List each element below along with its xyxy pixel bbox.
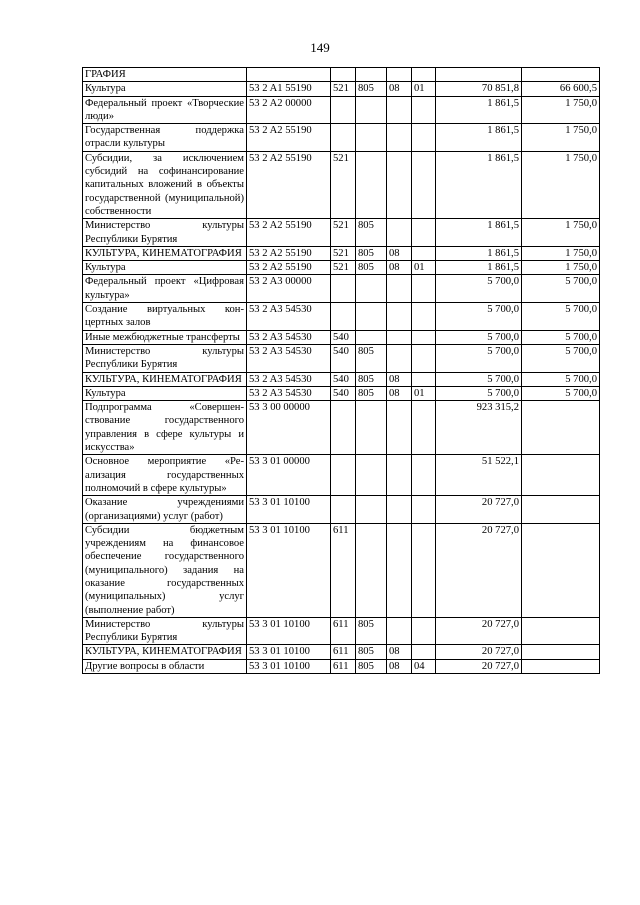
amount-1-cell: 20 727,0	[436, 523, 522, 617]
item-name-cell: Федеральный проект «Цифровая культура»	[83, 275, 247, 303]
amount-1-cell: 20 727,0	[436, 617, 522, 645]
item-name-cell: Создание виртуальных концертных залов	[83, 303, 247, 331]
target-code-cell: 53 2 A3 00000	[247, 275, 331, 303]
expense-type-cell	[331, 455, 356, 496]
amount-1-cell: 1 861,5	[436, 219, 522, 247]
expense-type-cell: 521	[331, 219, 356, 247]
expense-type-cell	[331, 275, 356, 303]
item-name-cell: Министерство культуры Республики Бурятия	[83, 219, 247, 247]
subsection-cell	[412, 496, 436, 524]
ministry-code-cell	[356, 124, 387, 152]
amount-1-cell: 1 861,5	[436, 96, 522, 124]
expense-type-cell	[331, 124, 356, 152]
ministry-code-cell	[356, 303, 387, 331]
amount-2-cell: 5 700,0	[522, 303, 600, 331]
subsection-cell	[412, 151, 436, 218]
amount-2-cell: 1 750,0	[522, 261, 600, 275]
table-row	[83, 372, 600, 386]
target-code-cell: 53 3 01 10100	[247, 523, 331, 617]
subsection-cell: 01	[412, 386, 436, 400]
subsection-cell	[412, 455, 436, 496]
target-code-cell: 53 3 01 10100	[247, 617, 331, 645]
item-name-cell: Иные межбюджетные трансферты	[83, 330, 247, 344]
ministry-code-cell	[356, 151, 387, 218]
item-name-cell: Министерство культуры Республики Бурятия	[83, 617, 247, 645]
table-row	[83, 275, 600, 303]
amount-2-cell	[522, 68, 600, 82]
amount-1-cell: 5 700,0	[436, 303, 522, 331]
table-row	[83, 455, 600, 496]
target-code-cell: 53 2 A1 55190	[247, 82, 331, 96]
table-row	[83, 68, 600, 82]
subsection-cell	[412, 303, 436, 331]
subsection-cell	[412, 617, 436, 645]
amount-2-cell	[522, 659, 600, 673]
target-code-cell: 53 2 A3 54530	[247, 372, 331, 386]
amount-1-cell: 923 315,2	[436, 401, 522, 455]
subsection-cell	[412, 344, 436, 372]
target-code-cell: 53 2 A2 00000	[247, 96, 331, 124]
ministry-code-cell: 805	[356, 261, 387, 275]
section-cell: 08	[387, 386, 412, 400]
page-number: 149	[310, 40, 330, 55]
item-name-cell: Федеральный проект «Творческие люди»	[83, 96, 247, 124]
amount-2-cell: 5 700,0	[522, 386, 600, 400]
subsection-cell	[412, 68, 436, 82]
expense-type-cell: 611	[331, 645, 356, 659]
target-code-cell	[247, 68, 331, 82]
target-code-cell: 53 2 A2 55190	[247, 261, 331, 275]
table-row	[83, 246, 600, 260]
section-cell	[387, 68, 412, 82]
expense-type-cell: 540	[331, 330, 356, 344]
expense-type-cell: 521	[331, 82, 356, 96]
ministry-code-cell: 805	[356, 246, 387, 260]
item-name-cell: КУЛЬТУРА, КИНЕМАТОГРАФИЯ	[83, 246, 247, 260]
item-name-cell: Субсидии, за исключением субсидий на софинансирование капитальных вложений в объекты государственной (муниципальной) собственности	[83, 151, 247, 218]
target-code-cell: 53 2 A2 55190	[247, 246, 331, 260]
item-name-cell: Подпрограмма «Совершенствование государственного управления в сфере культуры и искусства»	[83, 401, 247, 455]
subsection-cell	[412, 246, 436, 260]
amount-1-cell	[436, 68, 522, 82]
section-cell	[387, 523, 412, 617]
expense-type-cell: 611	[331, 617, 356, 645]
item-name-cell: КУЛЬТУРА, КИНЕМАТОГРАФИЯ	[83, 372, 247, 386]
amount-2-cell	[522, 401, 600, 455]
budget-table-body	[83, 68, 600, 674]
target-code-cell: 53 3 01 10100	[247, 496, 331, 524]
section-cell	[387, 617, 412, 645]
amount-1-cell: 1 861,5	[436, 151, 522, 218]
amount-2-cell: 1 750,0	[522, 219, 600, 247]
item-name-cell: Оказание учреждениями (организациями) услуг (работ)	[83, 496, 247, 524]
section-cell	[387, 275, 412, 303]
budget-table	[82, 67, 600, 674]
amount-2-cell	[522, 617, 600, 645]
amount-1-cell: 20 727,0	[436, 659, 522, 673]
ministry-code-cell	[356, 68, 387, 82]
item-name-cell: КУЛЬТУРА, КИНЕМАТОГРАФИЯ	[83, 645, 247, 659]
amount-2-cell	[522, 523, 600, 617]
table-row	[83, 386, 600, 400]
table-row	[83, 523, 600, 617]
subsection-cell	[412, 523, 436, 617]
subsection-cell: 01	[412, 261, 436, 275]
target-code-cell: 53 2 A3 54530	[247, 330, 331, 344]
target-code-cell: 53 2 A2 55190	[247, 151, 331, 218]
table-row	[83, 330, 600, 344]
expense-type-cell	[331, 303, 356, 331]
amount-1-cell: 5 700,0	[436, 386, 522, 400]
ministry-code-cell: 805	[356, 617, 387, 645]
amount-2-cell: 1 750,0	[522, 246, 600, 260]
section-cell	[387, 330, 412, 344]
table-row	[83, 82, 600, 96]
ministry-code-cell	[356, 455, 387, 496]
ministry-code-cell	[356, 275, 387, 303]
target-code-cell: 53 3 01 00000	[247, 455, 331, 496]
section-cell: 08	[387, 372, 412, 386]
amount-1-cell: 1 861,5	[436, 261, 522, 275]
item-name-cell: ГРАФИЯ	[83, 68, 247, 82]
section-cell	[387, 496, 412, 524]
subsection-cell: 04	[412, 659, 436, 673]
ministry-code-cell: 805	[356, 645, 387, 659]
item-name-cell: Государственная поддержка отрасли культуры	[83, 124, 247, 152]
amount-1-cell: 20 727,0	[436, 645, 522, 659]
table-row	[83, 401, 600, 455]
table-row	[83, 617, 600, 645]
expense-type-cell	[331, 96, 356, 124]
amount-2-cell	[522, 455, 600, 496]
amount-1-cell: 51 522,1	[436, 455, 522, 496]
expense-type-cell: 540	[331, 372, 356, 386]
table-row	[83, 219, 600, 247]
table-row	[83, 151, 600, 218]
amount-1-cell: 5 700,0	[436, 372, 522, 386]
table-row	[83, 124, 600, 152]
item-name-cell: Субсидии бюджетным учреждениям на финансовое обеспечение государственного (муниципального) задания на оказание государственных (муниципальных) услуг (выполнение работ)	[83, 523, 247, 617]
subsection-cell	[412, 330, 436, 344]
target-code-cell: 53 2 A3 54530	[247, 386, 331, 400]
table-row	[83, 96, 600, 124]
subsection-cell	[412, 401, 436, 455]
ministry-code-cell	[356, 523, 387, 617]
amount-2-cell: 1 750,0	[522, 124, 600, 152]
ministry-code-cell: 805	[356, 372, 387, 386]
ministry-code-cell: 805	[356, 219, 387, 247]
target-code-cell: 53 3 01 10100	[247, 645, 331, 659]
ministry-code-cell: 805	[356, 659, 387, 673]
amount-1-cell: 5 700,0	[436, 344, 522, 372]
expense-type-cell: 540	[331, 344, 356, 372]
section-cell	[387, 303, 412, 331]
table-row	[83, 659, 600, 673]
section-cell	[387, 124, 412, 152]
table-row	[83, 303, 600, 331]
target-code-cell: 53 2 A2 55190	[247, 219, 331, 247]
amount-2-cell: 5 700,0	[522, 275, 600, 303]
subsection-cell	[412, 372, 436, 386]
amount-2-cell: 1 750,0	[522, 96, 600, 124]
table-row	[83, 645, 600, 659]
table-row	[83, 344, 600, 372]
section-cell: 08	[387, 246, 412, 260]
section-cell	[387, 96, 412, 124]
section-cell	[387, 151, 412, 218]
expense-type-cell: 521	[331, 151, 356, 218]
target-code-cell: 53 2 A3 54530	[247, 344, 331, 372]
expense-type-cell: 611	[331, 659, 356, 673]
section-cell	[387, 219, 412, 247]
amount-1-cell: 70 851,8	[436, 82, 522, 96]
expense-type-cell	[331, 68, 356, 82]
amount-2-cell: 5 700,0	[522, 344, 600, 372]
amount-2-cell: 5 700,0	[522, 372, 600, 386]
table-row	[83, 496, 600, 524]
subsection-cell	[412, 645, 436, 659]
section-cell: 08	[387, 261, 412, 275]
expense-type-cell: 521	[331, 261, 356, 275]
item-name-cell: Министерство культуры Республики Бурятия	[83, 344, 247, 372]
ministry-code-cell	[356, 330, 387, 344]
ministry-code-cell: 805	[356, 344, 387, 372]
amount-2-cell: 1 750,0	[522, 151, 600, 218]
expense-type-cell	[331, 496, 356, 524]
table-row	[83, 261, 600, 275]
item-name-cell: Другие вопросы в области	[83, 659, 247, 673]
amount-1-cell: 1 861,5	[436, 124, 522, 152]
subsection-cell	[412, 275, 436, 303]
expense-type-cell: 611	[331, 523, 356, 617]
target-code-cell: 53 3 01 10100	[247, 659, 331, 673]
amount-1-cell: 5 700,0	[436, 275, 522, 303]
section-cell	[387, 401, 412, 455]
amount-2-cell: 5 700,0	[522, 330, 600, 344]
amount-2-cell	[522, 496, 600, 524]
section-cell: 08	[387, 82, 412, 96]
ministry-code-cell	[356, 401, 387, 455]
target-code-cell: 53 2 A2 55190	[247, 124, 331, 152]
ministry-code-cell	[356, 96, 387, 124]
item-name-cell: Основное мероприятие «Реализация государственных полномочий в сфере культуры»	[83, 455, 247, 496]
item-name-cell: Культура	[83, 261, 247, 275]
item-name-cell: Культура	[83, 386, 247, 400]
expense-type-cell: 540	[331, 386, 356, 400]
section-cell	[387, 455, 412, 496]
expense-type-cell	[331, 401, 356, 455]
target-code-cell: 53 3 00 00000	[247, 401, 331, 455]
ministry-code-cell: 805	[356, 82, 387, 96]
amount-1-cell: 1 861,5	[436, 246, 522, 260]
item-name-cell: Культура	[83, 82, 247, 96]
subsection-cell	[412, 219, 436, 247]
section-cell	[387, 344, 412, 372]
amount-2-cell	[522, 645, 600, 659]
section-cell: 08	[387, 645, 412, 659]
target-code-cell: 53 2 A3 54530	[247, 303, 331, 331]
ministry-code-cell: 805	[356, 386, 387, 400]
subsection-cell: 01	[412, 82, 436, 96]
amount-1-cell: 20 727,0	[436, 496, 522, 524]
expense-type-cell: 521	[331, 246, 356, 260]
subsection-cell	[412, 124, 436, 152]
ministry-code-cell	[356, 496, 387, 524]
amount-1-cell: 5 700,0	[436, 330, 522, 344]
section-cell: 08	[387, 659, 412, 673]
subsection-cell	[412, 96, 436, 124]
amount-2-cell: 66 600,5	[522, 82, 600, 96]
